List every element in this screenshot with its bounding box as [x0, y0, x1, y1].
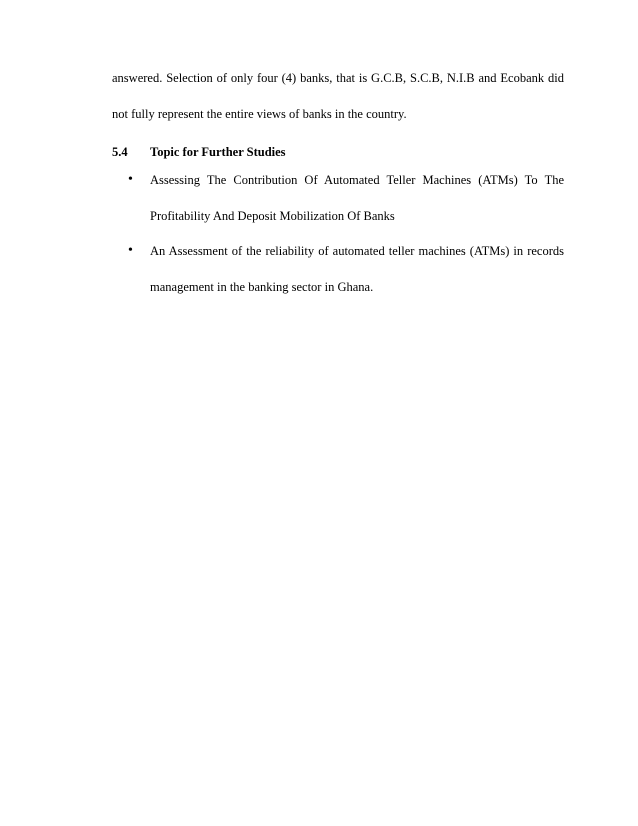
section-title: Topic for Further Studies [150, 145, 286, 159]
section-heading [112, 140, 286, 164]
topic-1-line-2: Profitability And Deposit Mobilization Of Banks [150, 209, 395, 223]
topic-text [150, 233, 564, 305]
intro-line-1: answered. Selection of only four (4) banks, that is G.C.B, S.C.B, N.I.B and Ecobank did [112, 71, 564, 85]
bullet-icon: • [128, 243, 133, 258]
topic-2-line-1: An Assessment of the reliability of automated teller machines (ATMs) in records [150, 244, 564, 258]
intro-line-2: not fully represent the entire views of banks in the country. [112, 107, 407, 121]
topic-1-line-1: Assessing The Contribution Of Automated Teller Machines (ATMs) To The [150, 173, 564, 187]
bullet-icon: • [128, 172, 133, 187]
section-number: 5.4 [112, 145, 128, 159]
topic-text [150, 162, 564, 234]
intro-paragraph [112, 60, 564, 132]
topic-2-line-2: management in the banking sector in Ghana. [150, 280, 374, 294]
